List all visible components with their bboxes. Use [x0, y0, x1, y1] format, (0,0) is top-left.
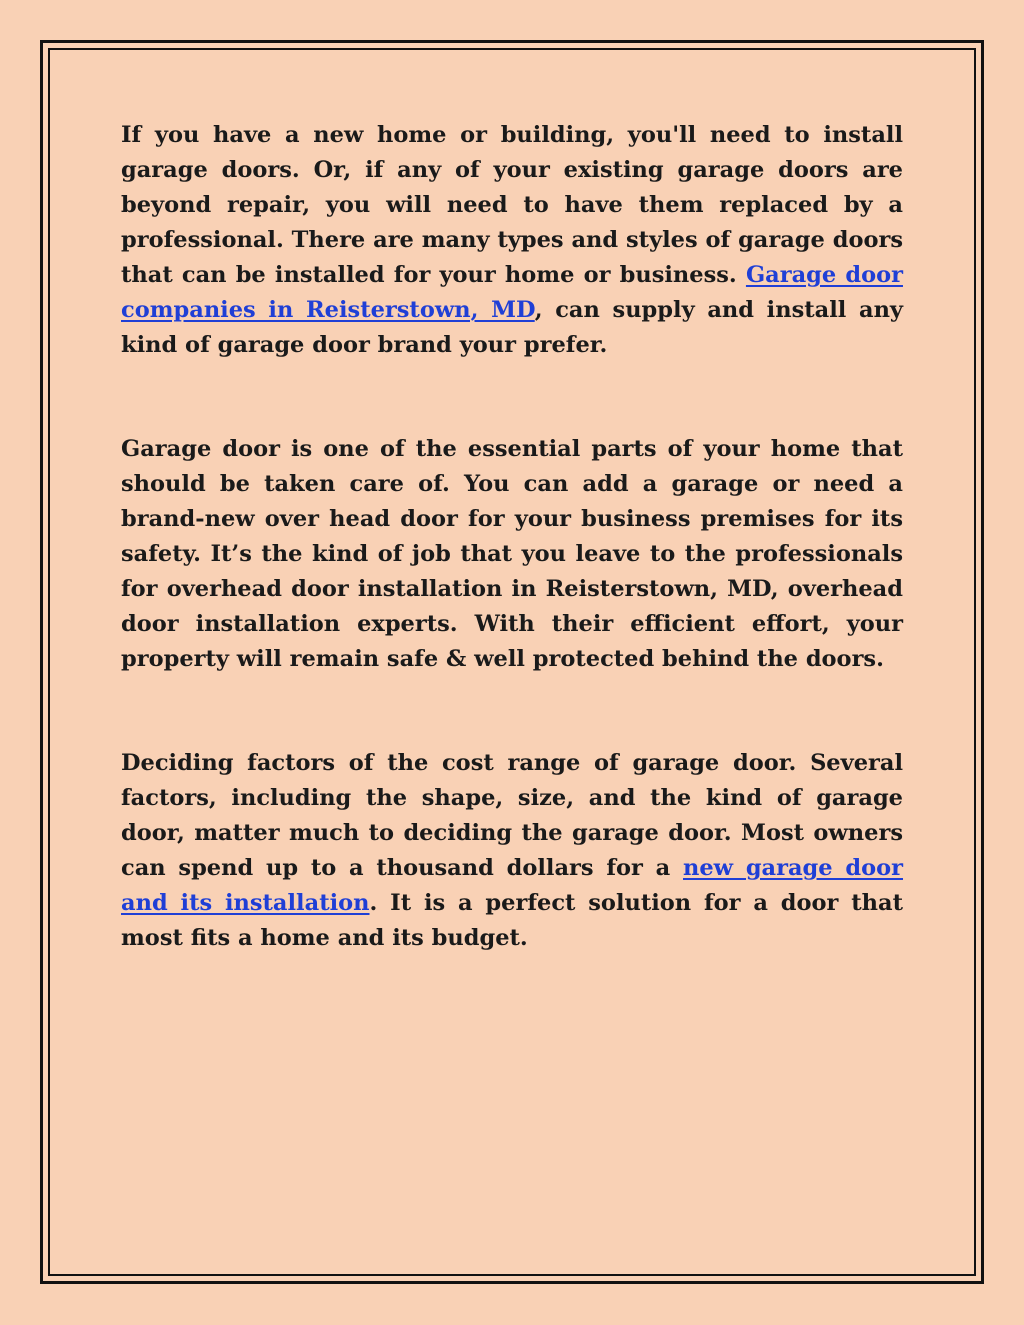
link-garage-door-companies[interactable]: Garage door companies in Reisterstown, MD [121, 262, 903, 323]
paragraph-cost-text-after: . It is a perfect solution for a door that most fits a home and its budget. [121, 890, 903, 951]
paragraph-cost-factors [121, 746, 903, 956]
paragraph-essential-parts: Garage door is one of the essential parts of your home that should be taken care of. You can add a garage or need a brand-new over head door for your business premises for its safety. It’s the kind of job that you leave to the professionals for overhead door installation in Reisterstown, MD, overhead door installation experts. With their efficient effort, your property will remain safe & well protected behind the doors. [121, 436, 903, 672]
paragraph-intro-text-after: , can supply and install any kind of garage door brand your prefer. [121, 297, 904, 358]
paragraph-intro-text-before: If you have a new home or building, you'll need to install garage doors. Or, if any of your existing garage doors are beyond repair, you will need to have them replaced by a professional. There are many types and styles of garage doors that can be installed for your home or business. [121, 122, 903, 288]
document-body [121, 118, 903, 956]
paragraph-intro [121, 118, 903, 363]
paragraph-cost-text-before: Deciding factors of the cost range of garage door. Several factors, including the shape, size, and the kind of garage door, matter much to deciding the garage door. Most owners can spend up to a thousand dollars for a [121, 750, 903, 881]
link-new-garage-door-installation[interactable]: new garage door and its installation [121, 855, 903, 916]
